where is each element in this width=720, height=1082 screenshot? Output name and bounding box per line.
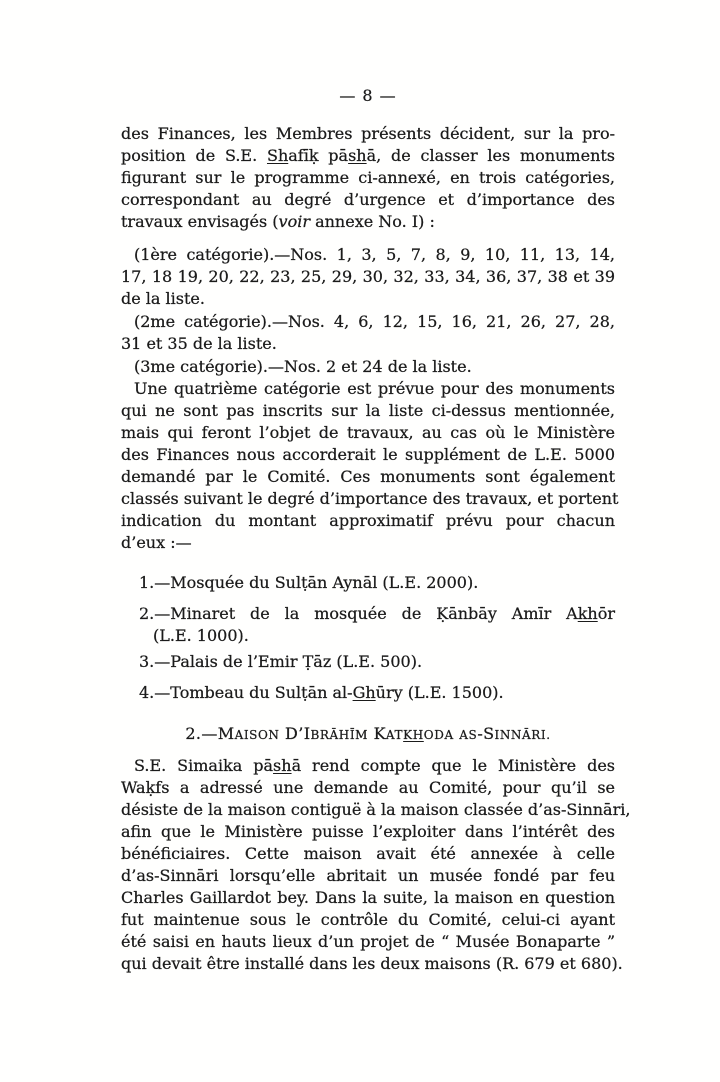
text-run: bénéficiaires. Cette maison avait été annexée à celle xyxy=(121,844,615,863)
text-run: ūry (L.E. 1500). xyxy=(375,683,504,702)
text-run: (3me catégorie).—Nos. 2 et 24 de la liste. xyxy=(134,357,472,376)
paragraph xyxy=(121,356,615,378)
text-line xyxy=(121,189,615,211)
text-run: Charles Gaillardot bey. Dans la suite, la maison en question xyxy=(121,888,615,907)
text-line xyxy=(121,909,615,931)
text-line xyxy=(121,821,615,843)
text-run: figurant sur le programme ci-annexé, en trois catégories, xyxy=(121,168,615,187)
list-item xyxy=(121,603,615,647)
text-run: demandé par le Comité. Ces monuments sont également xyxy=(121,467,615,486)
text-run: qui devait être installé dans les deux maisons (R. 679 et 680). xyxy=(121,954,623,973)
text-run: S.E. Simaika pā xyxy=(134,756,274,775)
text-run: ā, de classer les monuments xyxy=(366,146,616,165)
text-run: -S xyxy=(477,724,495,743)
text-run: correspondant au degré d’urgence et d’importance des xyxy=(121,190,615,209)
text-run: mais qui feront l’objet de travaux, au cas où le Ministère xyxy=(121,423,615,442)
text-run: (1ère catégorie).—Nos. 1, 3, 5, 7, 8, 9, 10, 11, 13, 14, xyxy=(134,245,615,264)
smallcaps-text: AT xyxy=(385,728,404,742)
text-run: des Finances, les Membres présents décident, sur la pro- xyxy=(121,124,615,143)
text-run: ā rend compte que le Ministère des xyxy=(291,756,615,775)
text-line xyxy=(139,682,615,704)
text-line xyxy=(121,466,615,488)
paragraph xyxy=(121,378,619,554)
text-line xyxy=(121,510,615,532)
italic-text: voir xyxy=(278,212,310,231)
text-line xyxy=(121,145,615,167)
text-line xyxy=(139,651,615,673)
paragraph xyxy=(121,123,615,233)
text-run: indication du montant approximatif prévu pour chacun xyxy=(121,511,615,530)
text-run: afin que le Ministère puisse l’exploiter dans l’intérêt des xyxy=(121,822,615,841)
smallcaps-text: AISON xyxy=(234,728,280,742)
text-line xyxy=(121,211,615,233)
paragraph xyxy=(121,244,615,310)
text-run: afīḳ pā xyxy=(288,146,349,165)
text-line xyxy=(121,723,615,746)
text-line xyxy=(121,333,615,355)
paragraph xyxy=(121,311,615,355)
text-line xyxy=(121,777,615,799)
page-content xyxy=(121,85,631,975)
underlined-text: kh xyxy=(577,604,598,623)
text-run: travaux envisagés ( xyxy=(121,212,279,231)
underlined-text: KH xyxy=(403,728,424,742)
underlined-text: Sh xyxy=(266,146,289,165)
text-line xyxy=(121,422,615,444)
section-heading xyxy=(121,723,615,746)
text-line xyxy=(121,532,615,554)
text-run: d’eux :— xyxy=(121,533,192,552)
text-line xyxy=(153,625,615,647)
text-run: 2.—M xyxy=(185,724,235,743)
text-line xyxy=(121,356,615,378)
text-run: été saisi en hauts lieux d’un projet de “ Musée Bonaparte ” xyxy=(121,932,615,951)
text-run: Waḳfs a adressé une demande au Comité, pour qu’il se xyxy=(121,778,615,797)
text-run: 31 et 35 de la liste. xyxy=(121,334,277,353)
page-number: — 8 — xyxy=(339,86,397,105)
text-line xyxy=(121,931,615,953)
text-line xyxy=(121,266,615,288)
text-line xyxy=(121,378,615,400)
text-line xyxy=(121,488,619,510)
text-run: 3.—Palais de l’Emir Ṭāz (L.E. 500). xyxy=(139,652,423,671)
text-run: position de S.E. xyxy=(121,146,267,165)
text-line xyxy=(121,444,615,466)
text-run: classés suivant le degré d’importance des travaux, et portent xyxy=(121,489,619,508)
text-run: ōr xyxy=(597,604,615,623)
text-run: 17, 18 19, 20, 22, 23, 25, 29, 30, 32, 33, 34, 36, 37, 38 et 39 xyxy=(121,267,615,286)
text-run: d’as-Sinnāri lorsqu’elle abritait un musée fondé par feu xyxy=(121,866,615,885)
text-line xyxy=(121,288,615,310)
text-line xyxy=(121,755,615,777)
text-line xyxy=(121,887,615,909)
text-line xyxy=(139,603,615,625)
text-line xyxy=(121,865,615,887)
list-item xyxy=(121,682,615,704)
text-run: désiste de la maison contiguë à la maison classée d’as-Sinnāri, xyxy=(121,800,631,819)
underlined-text: Gh xyxy=(352,683,376,702)
underlined-text: sh xyxy=(348,146,367,165)
text-line xyxy=(139,572,615,594)
smallcaps-text: AS xyxy=(459,728,478,742)
list-item xyxy=(121,572,615,594)
text-line xyxy=(121,123,615,145)
text-run: (2me catégorie).—Nos. 4, 6, 12, 15, 16, 21, 26, 27, 28, xyxy=(134,312,615,331)
smallcaps-text: ODA xyxy=(423,728,454,742)
text-line xyxy=(121,843,615,865)
text-line xyxy=(121,244,615,266)
text-run: fut maintenue sous le contrôle du Comité, celui-ci ayant xyxy=(121,910,615,929)
text-line xyxy=(121,953,623,975)
text-run: K xyxy=(368,724,386,743)
underlined-text: sh xyxy=(273,756,292,775)
smallcaps-text: INNĀRI. xyxy=(494,728,551,742)
text-line xyxy=(121,400,615,422)
text-run: Une quatrième catégorie est prévue pour des monuments xyxy=(134,379,615,398)
paragraph xyxy=(121,755,631,975)
text-run: des Finances nous accorderait le supplément de L.E. 5000 xyxy=(121,445,615,464)
list-item xyxy=(121,651,615,673)
text-run: D’I xyxy=(279,724,311,743)
text-line xyxy=(121,799,631,821)
text-run: (L.E. 1000). xyxy=(153,626,249,645)
text-line xyxy=(121,167,615,189)
text-run: de la liste. xyxy=(121,289,205,308)
smallcaps-text: BRĀHĪM xyxy=(310,728,369,742)
text-run: 4.—Tombeau du Sulṭān al- xyxy=(139,683,353,702)
text-run: annexe No. I) : xyxy=(309,212,435,231)
text-run: 1.—Mosquée du Sulṭān Aynāl (L.E. 2000). xyxy=(139,573,479,592)
text-body xyxy=(121,123,631,975)
text-line xyxy=(121,311,615,333)
text-run: qui ne sont pas inscrits sur la liste ci-dessus mentionnée, xyxy=(121,401,615,420)
text-run: 2.—Minaret de la mosquée de Ḳānbāy Amīr A xyxy=(139,604,578,623)
